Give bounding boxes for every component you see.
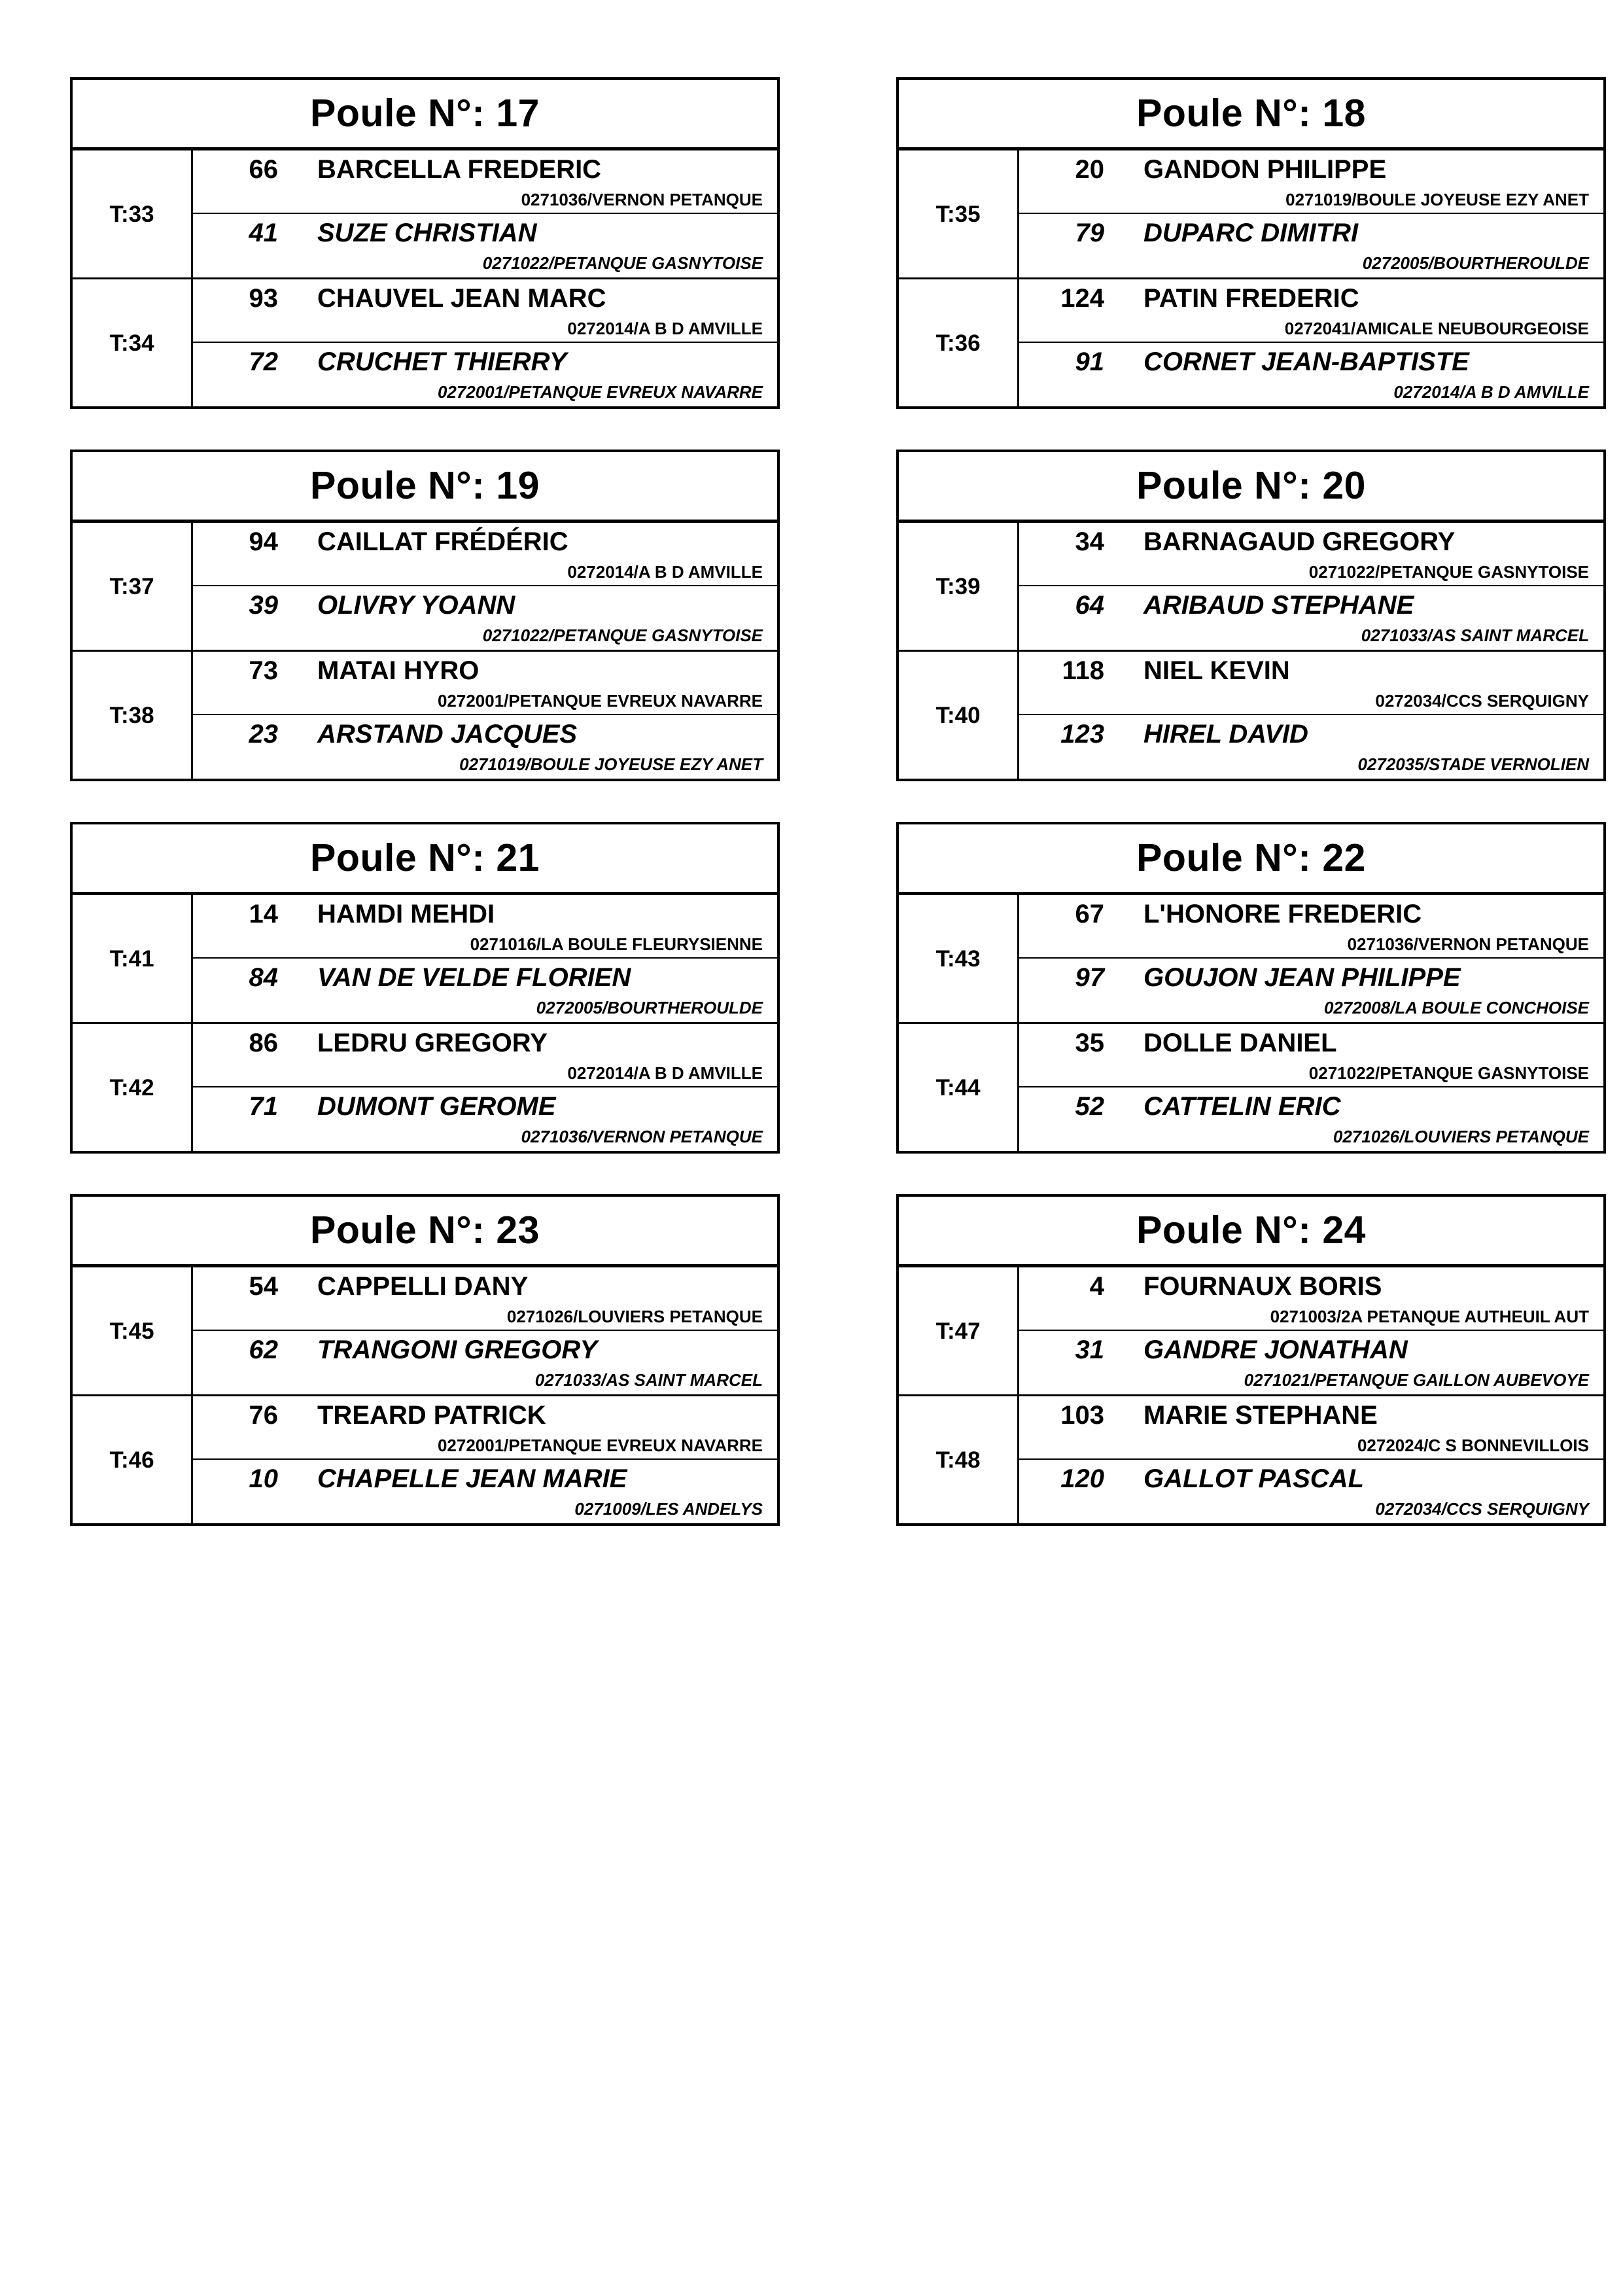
terrain-label: T:33 <box>109 201 154 227</box>
players-cell <box>193 279 777 406</box>
player-row <box>193 523 777 586</box>
terrain-cell <box>899 523 1019 650</box>
players-cell <box>193 523 777 650</box>
player-number: 39 <box>249 591 278 620</box>
player-number: 64 <box>1075 591 1104 620</box>
terrain-block <box>73 150 777 279</box>
player-name: ARIBAUD STEPHANE <box>1143 591 1414 620</box>
poule-title: Poule N°: 19 <box>310 464 540 507</box>
player-number: 54 <box>249 1272 278 1301</box>
players-cell <box>193 1024 777 1151</box>
terrain-cell <box>73 150 193 277</box>
player-name: GOUJON JEAN PHILIPPE <box>1143 963 1461 992</box>
player-name: CAPPELLI DANY <box>317 1272 529 1301</box>
poule-body <box>899 150 1603 406</box>
poule-title: Poule N°: 22 <box>1136 836 1366 879</box>
player-number: 79 <box>1075 219 1104 247</box>
terrain-block <box>899 279 1603 406</box>
player-number: 124 <box>1060 284 1104 313</box>
terrain-label: T:38 <box>109 702 154 728</box>
player-number: 10 <box>249 1464 278 1493</box>
player-club: 0271022/PETANQUE GASNYTOISE <box>482 253 763 273</box>
poule-header <box>73 452 777 523</box>
player-number: 94 <box>249 527 278 556</box>
player-row <box>1019 150 1603 214</box>
player-number: 76 <box>249 1401 278 1430</box>
player-main <box>1019 279 1603 312</box>
player-number: 31 <box>1075 1335 1104 1364</box>
player-main <box>193 715 777 748</box>
player-name: MATAI HYRO <box>317 656 480 685</box>
poule-body <box>899 1267 1603 1523</box>
player-name: FOURNAUX BORIS <box>1143 1272 1382 1301</box>
player-name: BARNAGAUD GREGORY <box>1143 527 1456 556</box>
player-main <box>193 1396 777 1429</box>
poule-card <box>896 822 1606 1154</box>
terrain-cell <box>899 1396 1019 1523</box>
terrain-label: T:43 <box>935 945 981 972</box>
player-name: GALLOT PASCAL <box>1143 1464 1365 1493</box>
terrain-cell <box>73 1024 193 1151</box>
player-club: 0271022/PETANQUE GASNYTOISE <box>482 626 763 645</box>
player-club: 0272008/LA BOULE CONCHOISE <box>1323 998 1589 1017</box>
terrain-label: T:47 <box>935 1318 981 1344</box>
player-row <box>193 150 777 214</box>
terrain-block <box>899 1024 1603 1151</box>
player-main <box>193 1331 777 1364</box>
player-club: 0272024/C S BONNEVILLOIS <box>1357 1436 1589 1455</box>
player-number: 4 <box>1089 1272 1104 1301</box>
player-number: 84 <box>249 963 278 992</box>
terrain-block <box>73 523 777 652</box>
terrain-block <box>73 279 777 406</box>
poule-title: Poule N°: 23 <box>310 1209 540 1252</box>
player-row <box>1019 523 1603 586</box>
player-main <box>193 586 777 619</box>
terrain-block <box>73 652 777 779</box>
terrain-block <box>73 1396 777 1523</box>
terrain-cell <box>899 279 1019 406</box>
player-number: 120 <box>1060 1464 1104 1493</box>
player-row <box>1019 1460 1603 1523</box>
player-row <box>1019 959 1603 1022</box>
player-main <box>1019 1396 1603 1429</box>
player-club: 0271036/VERNON PETANQUE <box>1347 934 1589 954</box>
player-row <box>1019 1331 1603 1394</box>
terrain-label: T:37 <box>109 573 154 599</box>
player-main <box>193 343 777 376</box>
terrain-label: T:34 <box>109 330 154 356</box>
player-club: 0272005/BOURTHEROULDE <box>536 998 763 1017</box>
poule-card <box>896 1194 1606 1526</box>
player-row <box>193 214 777 277</box>
player-number: 67 <box>1075 900 1104 928</box>
player-main <box>1019 1331 1603 1364</box>
poule-title: Poule N°: 18 <box>1136 92 1366 135</box>
terrain-cell <box>73 1267 193 1394</box>
terrain-cell <box>73 1396 193 1523</box>
terrain-cell <box>899 895 1019 1022</box>
player-row <box>1019 586 1603 650</box>
player-club: 0272014/A B D AMVILLE <box>1393 382 1589 402</box>
poule-title: Poule N°: 24 <box>1136 1209 1366 1252</box>
player-number: 91 <box>1075 347 1104 376</box>
terrain-cell <box>73 652 193 779</box>
player-name: NIEL KEVIN <box>1143 656 1290 685</box>
player-row <box>193 895 777 959</box>
poule-card <box>70 1194 780 1526</box>
player-number: 34 <box>1075 527 1104 556</box>
players-cell <box>1019 279 1603 406</box>
player-main <box>193 1267 777 1300</box>
player-name: DUMONT GEROME <box>317 1092 556 1121</box>
terrain-label: T:40 <box>935 702 981 728</box>
players-cell <box>1019 150 1603 277</box>
player-name: DUPARC DIMITRI <box>1143 219 1359 247</box>
player-name: MARIE STEPHANE <box>1143 1401 1378 1430</box>
player-number: 71 <box>249 1092 278 1121</box>
player-number: 35 <box>1075 1029 1104 1057</box>
player-name: VAN DE VELDE FLORIEN <box>317 963 631 992</box>
poules-sheet <box>70 77 1606 1526</box>
player-main <box>1019 1024 1603 1057</box>
player-name: SUZE CHRISTIAN <box>317 219 537 247</box>
player-club: 0272034/CCS SERQUIGNY <box>1375 691 1589 711</box>
terrain-label: T:48 <box>935 1447 981 1473</box>
poule-header <box>899 824 1603 895</box>
poule-header <box>899 80 1603 150</box>
terrain-label: T:35 <box>935 201 981 227</box>
player-club: 0272001/PETANQUE EVREUX NAVARRE <box>437 1436 763 1455</box>
poule-card <box>70 77 780 409</box>
player-name: OLIVRY YOANN <box>317 591 515 620</box>
player-main <box>1019 1460 1603 1492</box>
player-club: 0271009/LES ANDELYS <box>574 1499 763 1519</box>
player-number: 41 <box>249 219 278 247</box>
player-main <box>193 214 777 247</box>
poule-body <box>73 1267 777 1523</box>
terrain-label: T:44 <box>935 1074 981 1101</box>
terrain-block <box>899 895 1603 1024</box>
player-number: 93 <box>249 284 278 313</box>
players-cell <box>193 1396 777 1523</box>
poule-header <box>899 1197 1603 1267</box>
players-cell <box>1019 523 1603 650</box>
player-number: 66 <box>249 155 278 184</box>
player-club: 0271021/PETANQUE GAILLON AUBEVOYE <box>1244 1370 1589 1390</box>
player-club: 0272035/STADE VERNOLIEN <box>1357 754 1589 774</box>
player-club: 0272001/PETANQUE EVREUX NAVARRE <box>437 691 763 711</box>
player-name: TREARD PATRICK <box>317 1401 546 1430</box>
player-main <box>1019 214 1603 247</box>
player-club: 0271033/AS SAINT MARCEL <box>534 1370 763 1390</box>
terrain-block <box>73 895 777 1024</box>
player-main <box>193 652 777 684</box>
player-name: L'HONORE FREDERIC <box>1143 900 1422 928</box>
player-main <box>1019 715 1603 748</box>
terrain-cell <box>899 150 1019 277</box>
player-name: GANDRE JONATHAN <box>1143 1335 1408 1364</box>
player-club: 0272034/CCS SERQUIGNY <box>1375 1499 1589 1519</box>
terrain-cell <box>899 652 1019 779</box>
poule-title: Poule N°: 21 <box>310 836 540 879</box>
player-number: 23 <box>249 720 278 749</box>
player-row <box>193 279 777 343</box>
poule-header <box>73 824 777 895</box>
players-cell <box>1019 1024 1603 1151</box>
players-cell <box>193 652 777 779</box>
player-row <box>193 1024 777 1087</box>
player-number: 72 <box>249 347 278 376</box>
player-row <box>193 1396 777 1460</box>
player-name: CAILLAT FRÉDÉRIC <box>317 527 568 556</box>
terrain-label: T:42 <box>109 1074 154 1101</box>
terrain-block <box>899 523 1603 652</box>
player-main <box>193 150 777 183</box>
player-name: LEDRU GREGORY <box>317 1029 548 1057</box>
player-club: 0271016/LA BOULE FLEURYSIENNE <box>470 934 763 954</box>
players-cell <box>1019 895 1603 1022</box>
terrain-block <box>899 652 1603 779</box>
players-cell <box>1019 1267 1603 1394</box>
player-row <box>193 1267 777 1331</box>
player-main <box>193 279 777 312</box>
player-row <box>1019 1087 1603 1151</box>
terrain-block <box>73 1024 777 1151</box>
player-club: 0272014/A B D AMVILLE <box>567 1063 763 1083</box>
poule-header <box>73 1197 777 1267</box>
poule-card <box>896 77 1606 409</box>
player-row <box>1019 652 1603 715</box>
player-club: 0271003/2A PETANQUE AUTHEUIL AUT <box>1270 1307 1589 1326</box>
player-main <box>193 895 777 928</box>
player-row <box>193 1087 777 1151</box>
player-number: 52 <box>1075 1092 1104 1121</box>
player-name: ARSTAND JACQUES <box>317 720 578 749</box>
terrain-cell <box>899 1024 1019 1151</box>
terrain-block <box>899 1267 1603 1396</box>
player-name: GANDON PHILIPPE <box>1143 155 1387 184</box>
player-club: 0271019/BOULE JOYEUSE EZY ANET <box>459 754 763 774</box>
poule-title: Poule N°: 20 <box>1136 464 1366 507</box>
terrain-label: T:45 <box>109 1318 154 1344</box>
player-row <box>1019 279 1603 343</box>
poule-header <box>73 80 777 150</box>
player-name: TRANGONI GREGORY <box>317 1335 598 1364</box>
player-main <box>1019 586 1603 619</box>
player-name: HAMDI MEHDI <box>317 900 495 928</box>
player-club: 0271033/AS SAINT MARCEL <box>1361 626 1589 645</box>
player-main <box>193 1460 777 1492</box>
player-number: 118 <box>1062 656 1104 685</box>
poule-body <box>73 150 777 406</box>
player-number: 73 <box>249 656 278 685</box>
player-main <box>193 523 777 556</box>
terrain-block <box>899 1396 1603 1523</box>
player-row <box>1019 715 1603 779</box>
player-main <box>193 1087 777 1120</box>
player-name: HIREL DAVID <box>1143 720 1308 749</box>
player-number: 20 <box>1075 155 1104 184</box>
player-main <box>1019 523 1603 556</box>
player-row <box>193 1460 777 1523</box>
player-main <box>193 959 777 991</box>
player-main <box>1019 895 1603 928</box>
terrain-label: T:41 <box>109 945 154 972</box>
terrain-label: T:46 <box>109 1447 154 1473</box>
poule-body <box>899 895 1603 1151</box>
poule-card <box>896 450 1606 781</box>
player-number: 123 <box>1060 720 1104 749</box>
poule-body <box>73 895 777 1151</box>
players-cell <box>1019 652 1603 779</box>
player-name: CHAUVEL JEAN MARC <box>317 284 606 313</box>
player-number: 86 <box>249 1029 278 1057</box>
player-row <box>1019 1267 1603 1331</box>
terrain-label: T:36 <box>935 330 981 356</box>
player-club: 0272001/PETANQUE EVREUX NAVARRE <box>437 382 763 402</box>
player-club: 0272005/BOURTHEROULDE <box>1362 253 1589 273</box>
player-name: BARCELLA FREDERIC <box>317 155 602 184</box>
player-club: 0271022/PETANQUE GASNYTOISE <box>1308 1063 1589 1083</box>
poule-title: Poule N°: 17 <box>310 92 540 135</box>
terrain-block <box>73 1267 777 1396</box>
terrain-cell <box>73 523 193 650</box>
player-row <box>193 652 777 715</box>
players-cell <box>193 150 777 277</box>
player-club: 0271026/LOUVIERS PETANQUE <box>506 1307 763 1326</box>
player-main <box>1019 1087 1603 1120</box>
terrain-cell <box>899 1267 1019 1394</box>
poule-card <box>70 822 780 1154</box>
player-row <box>193 343 777 406</box>
poule-body <box>73 523 777 779</box>
player-name: CORNET JEAN-BAPTISTE <box>1143 347 1469 376</box>
player-club: 0272014/A B D AMVILLE <box>567 562 763 582</box>
player-number: 62 <box>249 1335 278 1364</box>
player-number: 14 <box>249 900 278 928</box>
player-club: 0271019/BOULE JOYEUSE EZY ANET <box>1285 190 1589 209</box>
player-number: 103 <box>1060 1401 1104 1430</box>
player-row <box>1019 214 1603 277</box>
player-row <box>1019 343 1603 406</box>
player-club: 0272014/A B D AMVILLE <box>567 319 763 338</box>
poule-body <box>899 523 1603 779</box>
player-row <box>1019 1024 1603 1087</box>
poule-header <box>899 452 1603 523</box>
player-name: CHAPELLE JEAN MARIE <box>317 1464 627 1493</box>
poule-card <box>70 450 780 781</box>
player-main <box>1019 959 1603 991</box>
player-club: 0271036/VERNON PETANQUE <box>521 1127 763 1146</box>
player-club: 0271036/VERNON PETANQUE <box>521 190 763 209</box>
player-name: DOLLE DANIEL <box>1143 1029 1337 1057</box>
players-cell <box>193 1267 777 1394</box>
player-main <box>1019 150 1603 183</box>
terrain-cell <box>73 895 193 1022</box>
player-main <box>193 1024 777 1057</box>
player-name: CRUCHET THIERRY <box>317 347 567 376</box>
player-club: 0271022/PETANQUE GASNYTOISE <box>1308 562 1589 582</box>
player-name: CATTELIN ERIC <box>1143 1092 1341 1121</box>
player-main <box>1019 343 1603 376</box>
players-cell <box>1019 1396 1603 1523</box>
player-row <box>1019 895 1603 959</box>
player-name: PATIN FREDERIC <box>1143 284 1359 313</box>
player-club: 0272041/AMICALE NEUBOURGEOISE <box>1284 319 1589 338</box>
player-row <box>193 586 777 650</box>
player-club: 0271026/LOUVIERS PETANQUE <box>1333 1127 1589 1146</box>
player-row <box>193 959 777 1022</box>
player-row <box>193 1331 777 1394</box>
players-cell <box>193 895 777 1022</box>
terrain-label: T:39 <box>935 573 981 599</box>
player-row <box>1019 1396 1603 1460</box>
player-number: 97 <box>1075 963 1104 992</box>
player-main <box>1019 1267 1603 1300</box>
terrain-block <box>899 150 1603 279</box>
terrain-cell <box>73 279 193 406</box>
player-main <box>1019 652 1603 684</box>
player-row <box>193 715 777 779</box>
